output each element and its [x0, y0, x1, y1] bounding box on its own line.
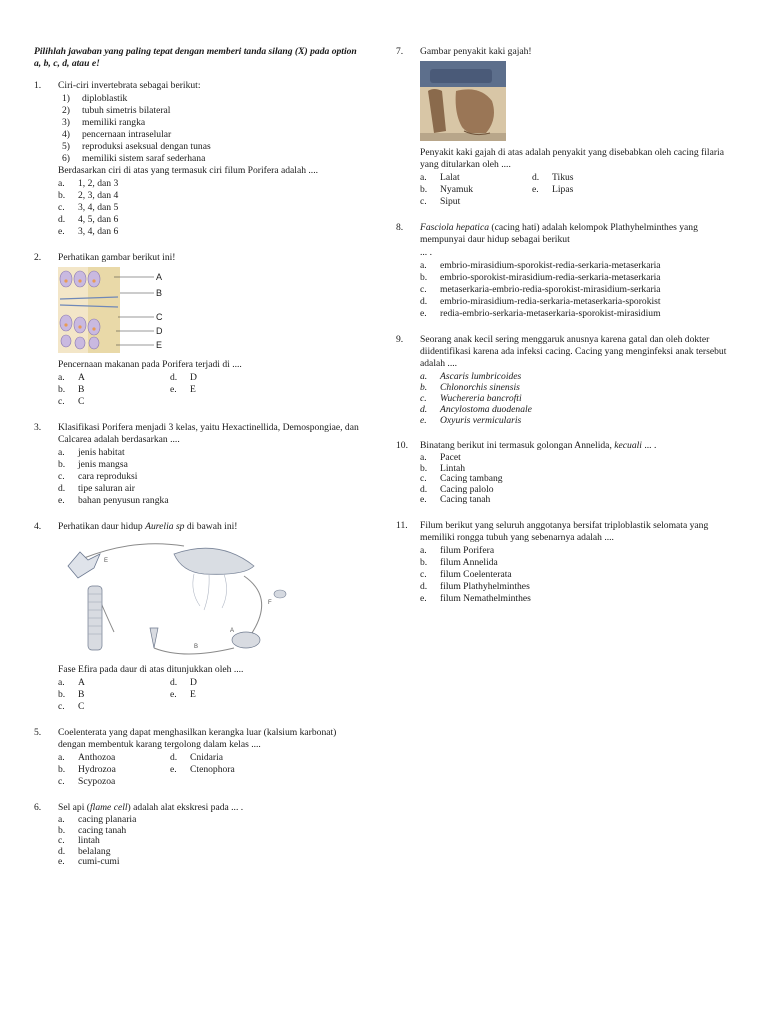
- option-e[interactable]: e. Cacing tanah: [420, 494, 491, 505]
- option-a[interactable]: a. A: [58, 677, 85, 688]
- question-stem: Gambar penyakit kaki gajah!: [420, 46, 532, 57]
- question-2: [34, 252, 366, 408]
- figure-label-b: B: [194, 644, 199, 650]
- option-e[interactable]: e. 3, 4, dan 6: [58, 226, 119, 237]
- answer-options: [58, 447, 366, 507]
- instruction-text: Pilihlah jawaban yang paling tepat dengan memberi tanda silang (X) pada option a, b, c, d, atau e!: [34, 46, 357, 69]
- question-stem: Binatang berikut ini termasuk golongan Annelida, kecuali ... .: [420, 440, 657, 451]
- option-e[interactable]: e. Lipas: [532, 184, 574, 195]
- criteria-item: 4) pencernaan intraselular: [62, 129, 172, 140]
- option-b[interactable]: b. embrio-sporokist-mirasidium-redia-serkaria-metaserkaria: [420, 272, 661, 283]
- right-column: [396, 46, 736, 619]
- option-d[interactable]: d. D: [170, 677, 197, 688]
- answer-options: [58, 677, 366, 713]
- option-a[interactable]: a. Lalat: [420, 172, 460, 183]
- option-a[interactable]: a. 1, 2, dan 3: [58, 178, 119, 189]
- option-b[interactable]: b. Lintah: [420, 462, 466, 474]
- question-followup: Pencernaan makanan pada Porifera terjadi di ....: [58, 359, 242, 370]
- option-c[interactable]: c. metaserkaria-embrio-redia-sporokist-mirasidium-serkaria: [420, 284, 661, 295]
- option-b[interactable]: b. Nyamuk: [420, 184, 474, 195]
- answer-options: [420, 260, 736, 320]
- option-e[interactable]: e. cumi-cumi: [58, 856, 120, 867]
- option-c[interactable]: c. Wuchereria bancrofti: [420, 393, 522, 404]
- question-followup: Berdasarkan ciri di atas yang termasuk ciri filum Porifera adalah ....: [58, 165, 319, 176]
- option-b[interactable]: b. B: [58, 384, 85, 395]
- question-3: [34, 422, 366, 507]
- figure-label-a: A: [230, 628, 235, 634]
- question-stem: Fasciola hepatica (cacing hati) adalah kelompok Plathyhelminthes yang mempunyai daur hidup sebagai berikut: [420, 222, 698, 245]
- question-followup: Penyakit kaki gajah di atas adalah penyakit yang disebabkan oleh cacing filaria yang ditularkan oleh ....: [420, 147, 724, 170]
- option-a[interactable]: a. Anthozoa: [58, 752, 116, 763]
- question-number: 10.: [396, 440, 408, 451]
- criteria-item: 2) tubuh simetris bilateral: [62, 105, 171, 116]
- option-e[interactable]: e. E: [170, 384, 196, 395]
- question-11: [396, 520, 736, 605]
- option-b[interactable]: b. Chlonorchis sinensis: [420, 382, 520, 393]
- question-stem-tail: ... .: [420, 247, 432, 258]
- option-c[interactable]: c. C: [58, 396, 85, 407]
- question-stem: Filum berikut yang seluruh anggotanya bersifat triploblastik selomata yang memiliki rongga tubuh yang sebenarnya adalah ....: [420, 519, 709, 543]
- figure-label-e: E: [104, 558, 109, 564]
- option-b[interactable]: b. 2, 3, dan 4: [58, 190, 119, 201]
- option-c[interactable]: c. C: [58, 701, 85, 712]
- question-10: [396, 440, 736, 506]
- question-number: 6.: [34, 802, 42, 813]
- answer-options: [420, 371, 736, 426]
- option-a[interactable]: a. Pacet: [420, 452, 461, 463]
- figure-label-e: E: [156, 340, 163, 350]
- question-4: [34, 521, 366, 713]
- figure-label-a: A: [156, 272, 163, 282]
- figure-label-c: C: [156, 312, 163, 322]
- question-number: 9.: [396, 334, 404, 345]
- option-c[interactable]: c. Cacing tambang: [420, 473, 503, 484]
- criteria-list: [62, 93, 366, 165]
- option-b[interactable]: b. B: [58, 689, 85, 700]
- option-a[interactable]: a. A: [58, 372, 85, 383]
- option-d[interactable]: d. Cnidaria: [170, 752, 224, 763]
- option-b[interactable]: b. cacing tanah: [58, 824, 127, 836]
- option-d[interactable]: d. Cacing palolo: [420, 483, 494, 495]
- option-a[interactable]: a. jenis habitat: [58, 447, 125, 458]
- option-b[interactable]: b. jenis mangsa: [58, 459, 128, 470]
- question-5: [34, 727, 366, 788]
- criteria-item: 6) memiliki sistem saraf sederhana: [62, 153, 206, 164]
- option-d[interactable]: d. embrio-mirasidium-redia-serkaria-metaserkaria-sporokist: [420, 296, 661, 307]
- elephantiasis-photo: [420, 61, 506, 141]
- question-stem: Perhatikan daur hidup Aurelia sp di bawah ini!: [58, 521, 238, 532]
- option-a[interactable]: a. Ascaris lumbricoides: [420, 371, 522, 382]
- question-stem: Coelenterata yang dapat menghasilkan kerangka luar (kalsium karbonat) dengan membentuk karang tergolong dalam kelas ....: [58, 727, 337, 750]
- answer-options: [420, 545, 736, 605]
- option-c[interactable]: c. filum Coelenterata: [420, 568, 512, 580]
- question-6: [34, 802, 366, 868]
- option-a[interactable]: a. embrio-mirasidium-sporokist-redia-serkaria-metaserkaria: [420, 260, 661, 271]
- option-e[interactable]: e. redia-embrio-serkaria-metaserkaria-sporokist-mirasidium: [420, 308, 661, 319]
- question-number: 1.: [34, 80, 42, 91]
- option-d[interactable]: d. Ancylostoma duodenale: [420, 404, 532, 415]
- question-stem: Sel api (flame cell) adalah alat ekskresi pada ... .: [58, 802, 244, 813]
- option-e[interactable]: e. Ctenophora: [170, 764, 235, 775]
- option-c[interactable]: c. Siput: [420, 196, 461, 207]
- question-followup: Fase Efira pada daur di atas ditunjukkan oleh ....: [58, 664, 244, 675]
- question-9: [396, 334, 736, 426]
- option-b[interactable]: b. Hydrozoa: [58, 764, 116, 775]
- option-d[interactable]: d. Tikus: [532, 172, 574, 183]
- answer-options: [58, 372, 366, 408]
- option-c[interactable]: c. lintah: [58, 835, 100, 846]
- option-e[interactable]: e. filum Nemathelminthes: [420, 592, 531, 604]
- question-number: 5.: [34, 727, 42, 738]
- left-column: [34, 46, 366, 882]
- option-d[interactable]: d. 4, 5, dan 6: [58, 214, 119, 225]
- figure-label-f: F: [268, 600, 272, 606]
- aurelia-life-cycle-figure: [54, 536, 294, 658]
- question-stem: Perhatikan gambar berikut ini!: [58, 252, 176, 263]
- question-1: [34, 80, 366, 238]
- question-number: 2.: [34, 252, 42, 263]
- answer-options: [420, 453, 736, 506]
- question-number: 4.: [34, 521, 42, 532]
- question-stem: Seorang anak kecil sering menggaruk anusnya karena gatal dan oleh dokter diidentifikasi karena ada infeksi cacing. Cacing yang menginfeksi anak tersebut adalah ....: [420, 334, 727, 369]
- figure-label-d: D: [156, 326, 163, 336]
- option-c[interactable]: c. cara reproduksi: [58, 471, 138, 482]
- option-b[interactable]: b. filum Annelida: [420, 556, 498, 568]
- question-number: 7.: [396, 46, 404, 57]
- criteria-item: 1) diploblastik: [62, 93, 128, 104]
- question-7: [396, 46, 736, 208]
- porifera-cell-figure: [58, 267, 168, 353]
- question-stem: Ciri-ciri invertebrata sebagai berikut:: [58, 80, 201, 91]
- option-a[interactable]: a. cacing planaria: [58, 814, 137, 825]
- criteria-item: 3) memiliki rangka: [62, 117, 146, 128]
- question-stem: Klasifikasi Porifera menjadi 3 kelas, yaitu Hexactinellida, Demospongiae, dan Calcarea adalah berdasarkan ....: [58, 422, 359, 445]
- option-e[interactable]: e. Oxyuris vermicularis: [420, 415, 522, 426]
- figure-label-b: B: [156, 288, 163, 298]
- criteria-item: 5) reproduksi aseksual dengan tunas: [62, 141, 211, 152]
- option-a[interactable]: a. filum Porifera: [420, 544, 495, 556]
- answer-options: [58, 752, 366, 788]
- option-d[interactable]: d. tipe saluran air: [58, 483, 136, 494]
- option-c[interactable]: c. 3, 4, dan 5: [58, 202, 119, 213]
- option-e[interactable]: e. bahan penyusun rangka: [58, 495, 169, 506]
- answer-options: [58, 178, 366, 238]
- option-c[interactable]: c. Scypozoa: [58, 776, 116, 787]
- question-8: [396, 222, 736, 320]
- option-d[interactable]: d. D: [170, 372, 197, 383]
- question-number: 3.: [34, 422, 42, 433]
- question-number: 8.: [396, 222, 404, 233]
- answer-options: [58, 815, 366, 868]
- question-number: 11.: [396, 519, 408, 531]
- answer-options: [420, 172, 736, 208]
- option-d[interactable]: d. belalang: [58, 845, 111, 857]
- option-e[interactable]: e. E: [170, 689, 196, 700]
- option-d[interactable]: d. filum Plathyhelminthes: [420, 580, 530, 592]
